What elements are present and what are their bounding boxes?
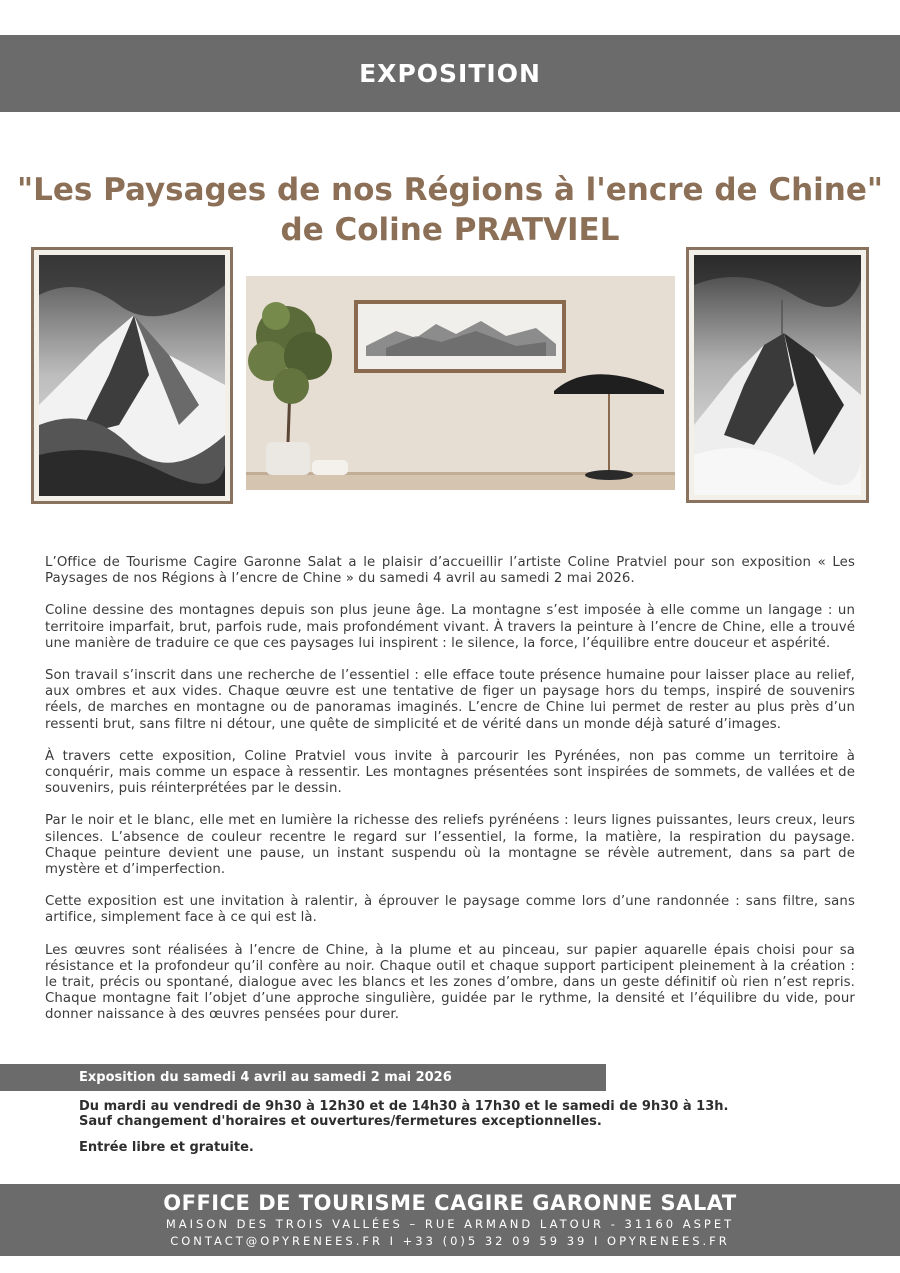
artwork-center-scene <box>246 276 675 490</box>
paragraph: À travers cette exposition, Coline Pratviel vous invite à parcourir les Pyrénées, non pas comme un territoire à conquérir, mais comme un espace à ressentir. Les montagnes présentées sont inspirées de sommets, de vallées et de souvenirs, puis réinterprétées par le dessin. <box>45 748 855 797</box>
paragraph: Son travail s’inscrit dans une recherche de l’essentiel : elle efface toute présence humaine pour laisser place au relief, aux ombres et aux vides. Chaque œuvre est une tentative de figer un paysage hors du temps, inspiré de souvenirs réels, de marches en montagne ou de panoramas imaginés. L’encre de Chine lui permet de rester au plus près d’un ressenti brut, sans filtre ni détour, une quête de simplicité et de vérité dans un monde déjà saturé d’images. <box>45 668 855 732</box>
dates-banner <box>0 1064 606 1091</box>
entry-info: Entrée libre et gratuite. <box>79 1140 254 1155</box>
paragraph: Les œuvres sont réalisées à l’encre de Chine, à la plume et au pinceau, sur papier aquarelle épais choisi pour sa résistance et la profondeur qu’il confère au noir. Chaque outil et chaque support participent pleinement à la création : le trait, précis ou spontané, dialogue avec les blancs et les zones d’ombre, dans un geste définitif où rien n’est repris. Chaque montagne fait l’objet d’une approche singulière, guidée par le rythme, la densité et l’équilibre du vide, pour donner naissance à des œuvres pensées pour durer. <box>45 942 855 1023</box>
title-line-1: "Les Paysages de nos Régions à l'encre de Chine" <box>16 172 884 208</box>
dates-text: Exposition du samedi 4 avril au samedi 2 mai 2026 <box>79 1070 452 1085</box>
artwork-left <box>31 247 233 504</box>
artwork-right <box>686 247 869 503</box>
body-text <box>45 555 855 1040</box>
footer-organization: OFFICE DE TOURISME CAGIRE GARONNE SALAT <box>163 1191 737 1215</box>
paragraph: Par le noir et le blanc, elle met en lumière la richesse des reliefs pyrénéens : leurs lignes puissantes, leurs creux, leurs silences. L’absence de couleur recentre le regard sur l’essentiel, la forme, la matière, la respiration du paysage. Chaque peinture devient une pause, un instant suspendu où la montagne se révèle autrement, dans sa part de mystère et d’imperfection. <box>45 813 855 878</box>
opening-hours <box>79 1099 779 1129</box>
hours-line-2: Sauf changement d'horaires et ouvertures/fermetures exceptionnelles. <box>79 1114 602 1129</box>
paragraph: Cette exposition est une invitation à ralentir, à éprouver le paysage comme lors d’une randonnée : sans filtre, sans artifice, simplement face à ce qui est là. <box>45 894 855 926</box>
footer-contact: CONTACT@OPYRENEES.FR I +33 (0)5 32 09 59 39 I OPYRENEES.FR <box>170 1234 730 1248</box>
footer-address: MAISON DES TROIS VALLÉES – RUE ARMAND LATOUR - 31160 ASPET <box>165 1217 735 1231</box>
mountain-ink-drawing-left <box>39 255 225 496</box>
exhibition-title <box>0 170 900 250</box>
paragraph: Coline dessine des montagnes depuis son plus jeune âge. La montagne s’est imposée à elle comme un langage : un territoire imparfait, brut, parfois rude, mais profondément vivant. À travers la peinture à l’encre de Chine, elle a trouvé une manière de traduire ce que ces paysages lui inspirent : le silence, la force, l’équilibre entre douceur et aspérité. <box>45 603 855 651</box>
title-line-2: de Coline PRATVIEL <box>280 212 620 248</box>
mountain-ink-drawing-right <box>694 255 861 495</box>
header-band <box>0 35 900 112</box>
paragraph: L’Office de Tourisme Cagire Garonne Salat a le plaisir d’accueillir l’artiste Coline Pratviel pour son exposition « Les Paysages de nos Régions à l’encre de Chine » du samedi 4 avril au samedi 2 mai 2026. <box>45 555 855 587</box>
footer <box>0 1184 900 1256</box>
interior-scene-image <box>246 276 675 490</box>
header-label: EXPOSITION <box>359 59 541 88</box>
hours-line-1: Du mardi au vendredi de 9h30 à 12h30 et de 14h30 à 17h30 et le samedi de 9h30 à 13h. <box>79 1099 729 1114</box>
